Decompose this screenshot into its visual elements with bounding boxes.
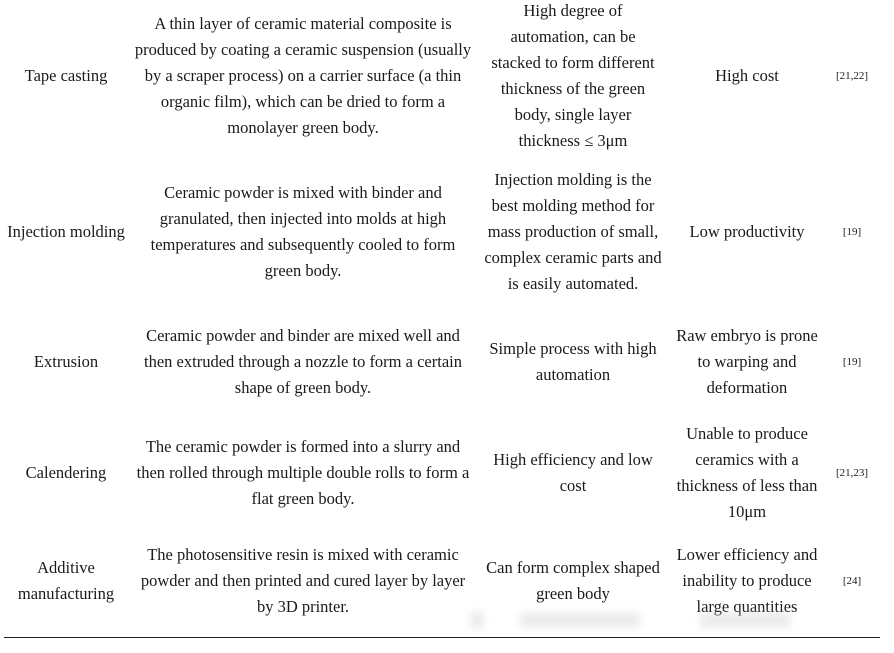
description-cell: Ceramic powder is mixed with binder and granulated, then injected into molds at high temperatures and subsequently cooled to form green body. [150, 183, 456, 280]
disadvantage-cell: Low productivity [689, 222, 805, 241]
reference-cell: [21,23] [835, 467, 869, 479]
disadvantage-cell: Raw embryo is prone to warping and deformation [676, 326, 818, 397]
reference-cell: [24] [842, 575, 862, 587]
reference-cell: [19] [842, 226, 862, 238]
scan-smudge [700, 612, 790, 628]
method-cell: Calendering [25, 463, 107, 482]
method-cell: Tape casting [24, 66, 108, 85]
scan-smudge [520, 612, 640, 628]
advantage-cell: Can form complex shaped green body [486, 558, 660, 603]
advantage-cell: Injection molding is the best molding method for mass production of small, complex ceramic parts and is easily automated. [484, 170, 662, 293]
method-cell: Extrusion [33, 352, 99, 371]
description-cell: The ceramic powder is formed into a slurry and then rolled through multiple double rolls to form a flat green body. [136, 437, 470, 508]
table-row [0, 420, 894, 526]
reference-cell: [21,22] [835, 70, 869, 82]
method-cell: Additive manufacturing [17, 558, 115, 603]
description-cell: A thin layer of ceramic material composite is produced by coating a ceramic suspension (usually by a scraper process) on a carrier surface (a thin organic film), which can be dried to form a monolayer green body. [134, 14, 472, 137]
disadvantage-cell: Unable to produce ceramics with a thickness of less than 10μm [676, 424, 818, 521]
table-row [0, 312, 894, 412]
advantage-cell: High efficiency and low cost [493, 450, 653, 495]
scan-smudge [470, 612, 484, 628]
reference-cell: [19] [842, 356, 862, 368]
table-row [0, 0, 894, 152]
disadvantage-cell: High cost [715, 66, 779, 85]
advantage-cell: Simple process with high automation [489, 339, 657, 384]
description-cell: The photosensitive resin is mixed with ceramic powder and then printed and cured layer by layer by 3D printer. [140, 545, 466, 616]
table-bottom-rule [4, 637, 880, 638]
description-cell: Ceramic powder and binder are mixed well and then extruded through a nozzle to form a certain shape of green body. [144, 326, 462, 397]
table-row [0, 152, 894, 312]
advantage-cell: High degree of automation, can be stacked to form different thickness of the green body, single layer thickness ≤ 3μm [491, 1, 655, 150]
method-cell: Injection molding [7, 222, 125, 241]
disadvantage-cell: Lower efficiency and inability to produce large quantities [676, 545, 818, 616]
